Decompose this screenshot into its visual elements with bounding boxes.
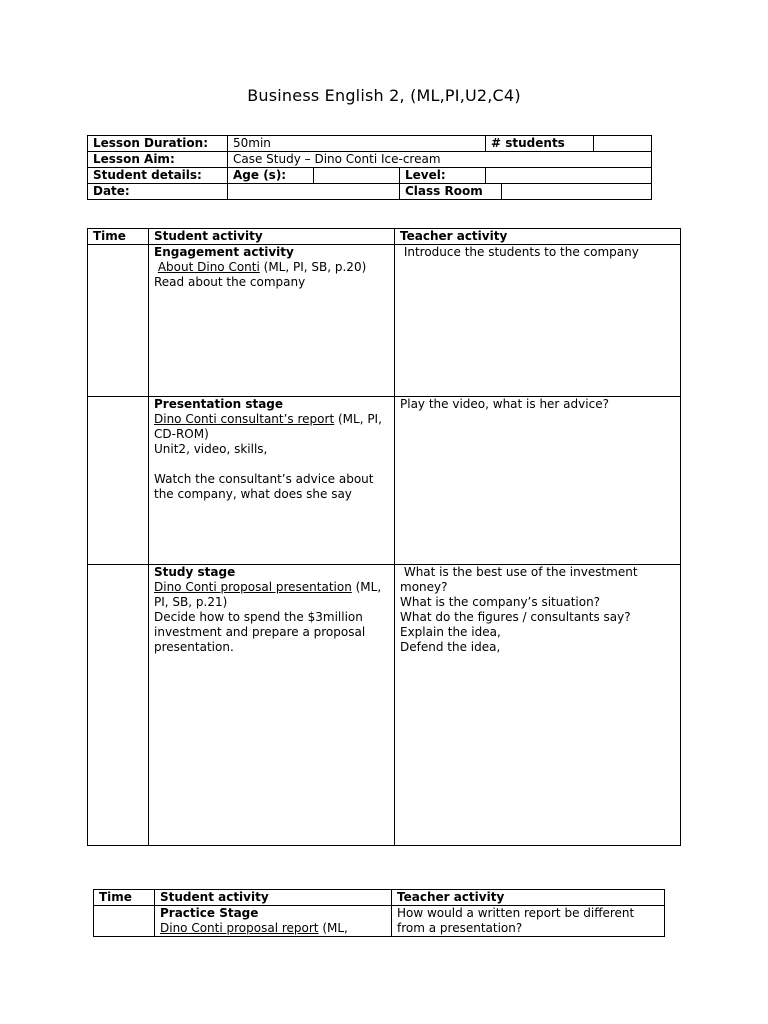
teacher-line: What do the figures / consultants say? — [400, 610, 631, 624]
teacher-line: What is the company’s situation? — [400, 595, 601, 609]
material-link[interactable]: About Dino Conti — [157, 260, 260, 274]
level-value — [486, 168, 652, 184]
stage-title: Engagement activity — [154, 245, 294, 259]
stage-title: Presentation stage — [154, 397, 284, 411]
student-activity-cell — [149, 397, 395, 565]
lesson-plan-table-continued — [93, 889, 665, 937]
teacher-line: Explain the idea, — [400, 625, 501, 639]
classroom-label: Class Room — [400, 184, 502, 200]
student-activity-header: Student activity — [155, 890, 392, 906]
material-ref: (ML, — [318, 921, 348, 935]
material-ref: (ML, PI, SB, p.21) — [154, 580, 382, 609]
student-activity-cell — [155, 906, 392, 937]
table-row — [94, 906, 665, 937]
time-cell — [88, 565, 149, 846]
aim-value: Case Study – Dino Conti Ice-cream — [228, 152, 652, 168]
teacher-activity-cell — [395, 397, 681, 565]
level-label: Level: — [400, 168, 486, 184]
teacher-activity-cell: How would a written report be different from a presentation? — [392, 906, 665, 937]
lesson-info-table — [87, 135, 652, 200]
students-label: # students — [486, 136, 594, 152]
activity-line: Watch the consultant’s advice about the company, what does she say — [154, 472, 374, 501]
date-label: Date: — [88, 184, 228, 200]
teacher-line: What is the best use of the investment money? — [400, 565, 642, 594]
stage-title: Study stage — [154, 565, 236, 579]
time-header: Time — [88, 229, 149, 245]
students-value — [594, 136, 652, 152]
student-activity-cell — [149, 565, 395, 846]
material-link[interactable]: Dino Conti proposal report — [160, 921, 319, 935]
material-ref: (ML, PI, CD-ROM) — [154, 412, 382, 441]
activity-line: Unit2, video, skills, — [154, 442, 268, 456]
age-value — [314, 168, 400, 184]
teacher-line: Introduce the students to the company — [400, 245, 639, 259]
teacher-activity-cell — [395, 245, 681, 397]
table-row — [88, 565, 681, 846]
duration-value: 50min — [228, 136, 486, 152]
activity-line — [154, 457, 389, 472]
teacher-activity-header: Teacher activity — [395, 229, 681, 245]
stage-title: Practice Stage — [160, 906, 259, 920]
material-link[interactable]: Dino Conti proposal presentation — [154, 580, 352, 594]
teacher-activity-cell — [395, 565, 681, 846]
student-activity-header: Student activity — [149, 229, 395, 245]
aim-label: Lesson Aim: — [88, 152, 228, 168]
age-label: Age (s): — [228, 168, 314, 184]
activity-line: Decide how to spend the $3million investment and prepare a proposal presentation. — [154, 610, 366, 654]
table-row — [88, 397, 681, 565]
document-title: Business English 2, (ML,PI,U2,C4) — [247, 86, 521, 105]
student-activity-cell — [149, 245, 395, 397]
teacher-activity-header: Teacher activity — [392, 890, 665, 906]
duration-label: Lesson Duration: — [88, 136, 228, 152]
table-row — [88, 245, 681, 397]
date-value — [228, 184, 400, 200]
activity-line: Read about the company — [154, 275, 306, 289]
time-cell — [94, 906, 155, 937]
lesson-plan-table — [87, 228, 681, 846]
details-label: Student details: — [88, 168, 228, 184]
teacher-line: Defend the idea, — [400, 640, 501, 654]
material-ref: (ML, PI, SB, p.20) — [259, 260, 367, 274]
time-header: Time — [94, 890, 155, 906]
time-cell — [88, 397, 149, 565]
classroom-value — [502, 184, 652, 200]
teacher-line: Play the video, what is her advice? — [400, 397, 609, 411]
time-cell — [88, 245, 149, 397]
material-link[interactable]: Dino Conti consultant’s report — [154, 412, 335, 426]
